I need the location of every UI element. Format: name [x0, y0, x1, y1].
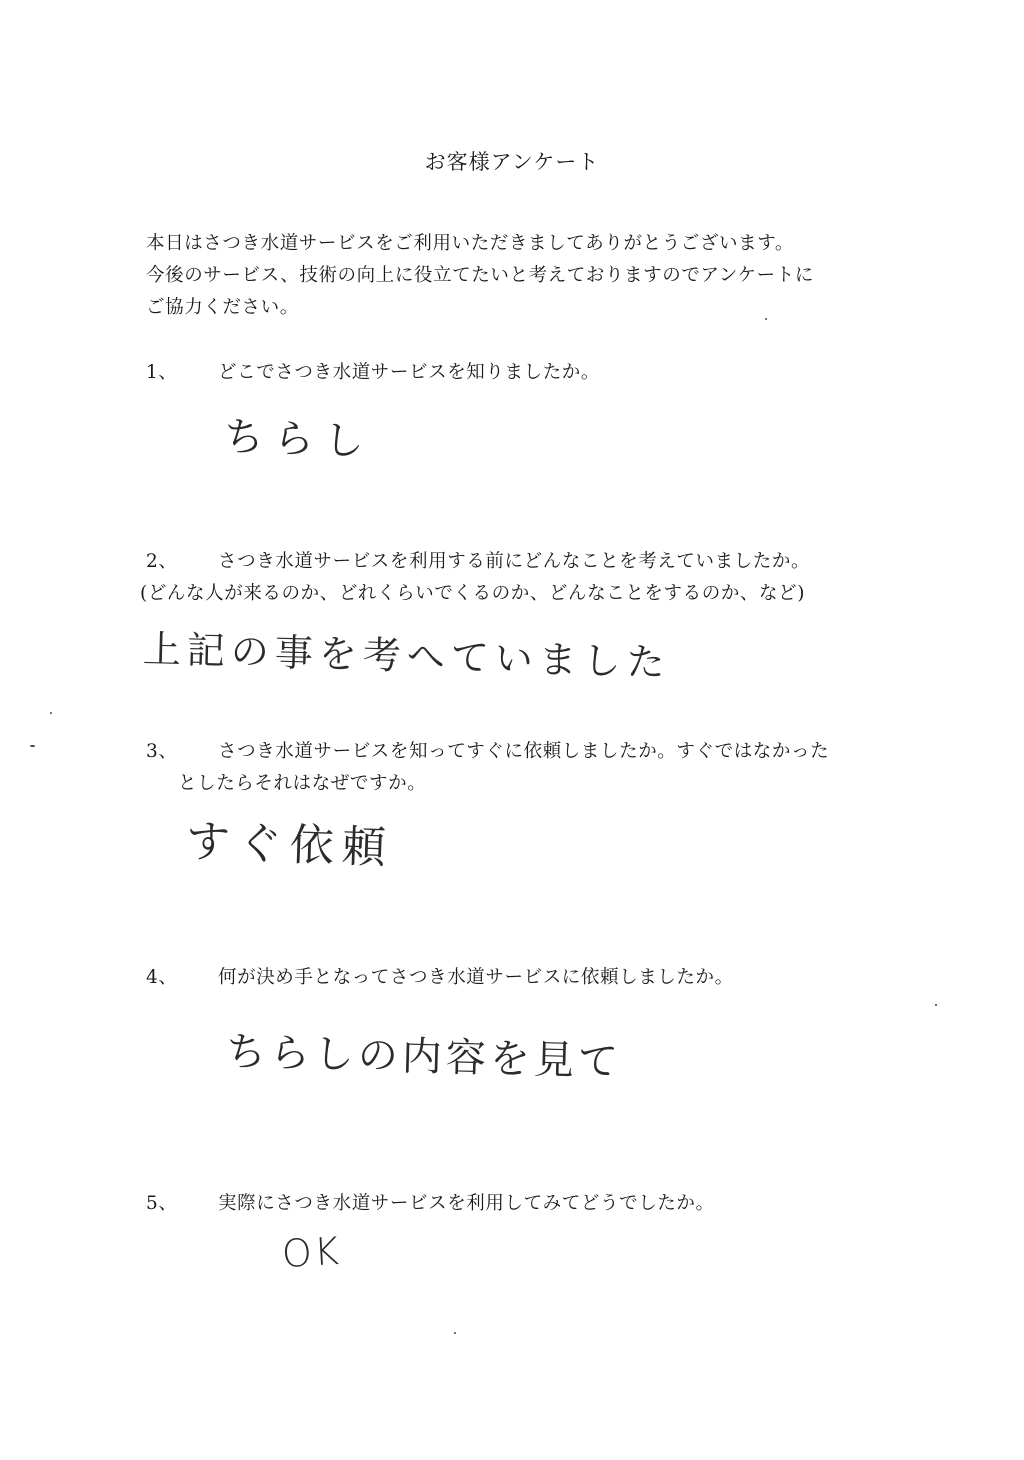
handwritten-answer-3: すぐ依頼 [184, 816, 395, 875]
handwritten-answer-5: OK [280, 1228, 342, 1276]
question-number: 5、 [146, 1193, 178, 1214]
scan-speck [454, 1332, 456, 1334]
scan-speck [30, 745, 35, 747]
question-text-continued: としたらそれはなぜですか。 [178, 773, 427, 794]
scan-speck [50, 712, 52, 714]
handwritten-answer-1: ちらし [223, 414, 375, 466]
intro-line: 本日はさつき水道サービスをご利用いただきましてありがとうございます。 [146, 233, 794, 254]
question-1 [146, 357, 600, 389]
handwritten-answer-2: 上記の事を考へていました [142, 627, 672, 685]
scan-speck [765, 318, 767, 320]
intro-line: 今後のサービス、技術の向上に役立てたいと考えておりますのでアンケートに [146, 265, 814, 286]
question-4 [146, 962, 734, 994]
intro-line: ご協力ください。 [146, 297, 299, 318]
scan-speck [935, 1004, 937, 1006]
intro-paragraph [146, 228, 946, 324]
question-3-continuation [146, 768, 426, 800]
question-text: さつき水道サービスを知ってすぐに依頼しましたか。すぐではなかった [218, 741, 830, 762]
question-5 [146, 1188, 715, 1220]
question-text: どこでさつき水道サービスを知りましたか。 [218, 362, 601, 383]
page-title: お客様アンケート [424, 150, 600, 174]
question-number: 3、 [146, 741, 178, 762]
question-3 [146, 736, 829, 768]
question-number: 1、 [146, 362, 178, 383]
question-text: 実際にさつき水道サービスを利用してみてどうでしたか。 [218, 1193, 715, 1214]
question-text: さつき水道サービスを利用する前にどんなことを考えていましたか。 [218, 551, 811, 572]
question-text: 何が決め手となってさつき水道サービスに依頼しましたか。 [218, 967, 734, 988]
handwritten-answer-4: ちらしの内容を見て [225, 1029, 623, 1086]
question-number: 4、 [146, 967, 178, 988]
question-2-note: (どんな人が来るのか、どれくらいでくるのか、どんなことをするのか、など) [140, 583, 806, 604]
question-2 [146, 546, 810, 578]
question-number: 2、 [146, 551, 178, 572]
